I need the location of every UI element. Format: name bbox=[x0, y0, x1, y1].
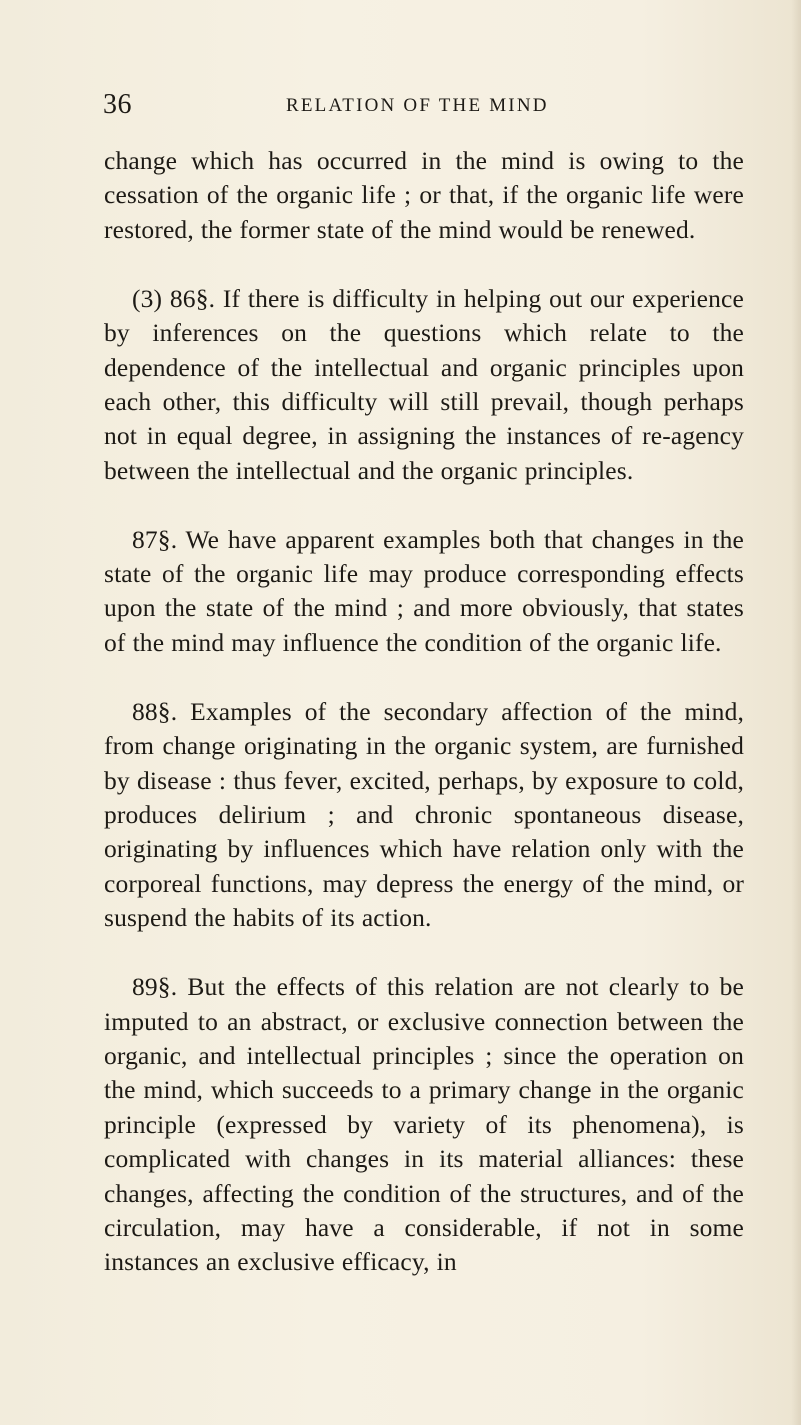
paragraph-88: 88§. Examples of the secondary affection of the mind, from change originating in the organic system, are furnished by disease : thus fever, excited, perhaps, by exposure to cold, produces delirium ; and chronic spontaneous disease, originating by influences which have relation only with the corporeal functions, may depress the energy of the mind, or suspend the habits of its action. bbox=[104, 696, 744, 933]
paragraph-86: (3) 86§. If there is difficulty in helping out our experience by inferences on the questions which relate to the dependence of the intellectual and organic principles upon each other, this difficulty will still prevail, though perhaps not in equal degree, in assigning the instances of re-agency between the intellectual and the organic principles. bbox=[104, 283, 744, 485]
paragraph-89: 89§. But the effects of this relation are not clearly to be imputed to an abstract, or exclusive connection between the organic, and intellectual principles ; since the operation on the mind, which succeeds to a primary change in the organic principle (expressed by variety of its phenomena), is complicated with changes in its material alliances: these changes, affecting the condition of the structures, and of the circulation, may have a considerable, if not in some instances an exclusive efficacy, in bbox=[104, 972, 744, 1277]
running-head-title: RELATION OF THE MIND bbox=[286, 95, 549, 116]
page-edge-shadow bbox=[791, 0, 801, 1425]
body-text bbox=[104, 144, 744, 1280]
running-head bbox=[103, 88, 743, 122]
page-number: 36 bbox=[103, 89, 132, 120]
paragraph-87: 87§. We have apparent examples both that changes in the state of the organic life may produce corresponding effects upon the state of the mind ; and more obviously, that states of the mind may influence the condition of the organic life. bbox=[104, 524, 744, 657]
paragraph-continuation: change which has occurred in the mind is owing to the cessation of the organic life ; or that, if the organic life were restored, the former state of the mind would be renewed. bbox=[104, 146, 744, 244]
